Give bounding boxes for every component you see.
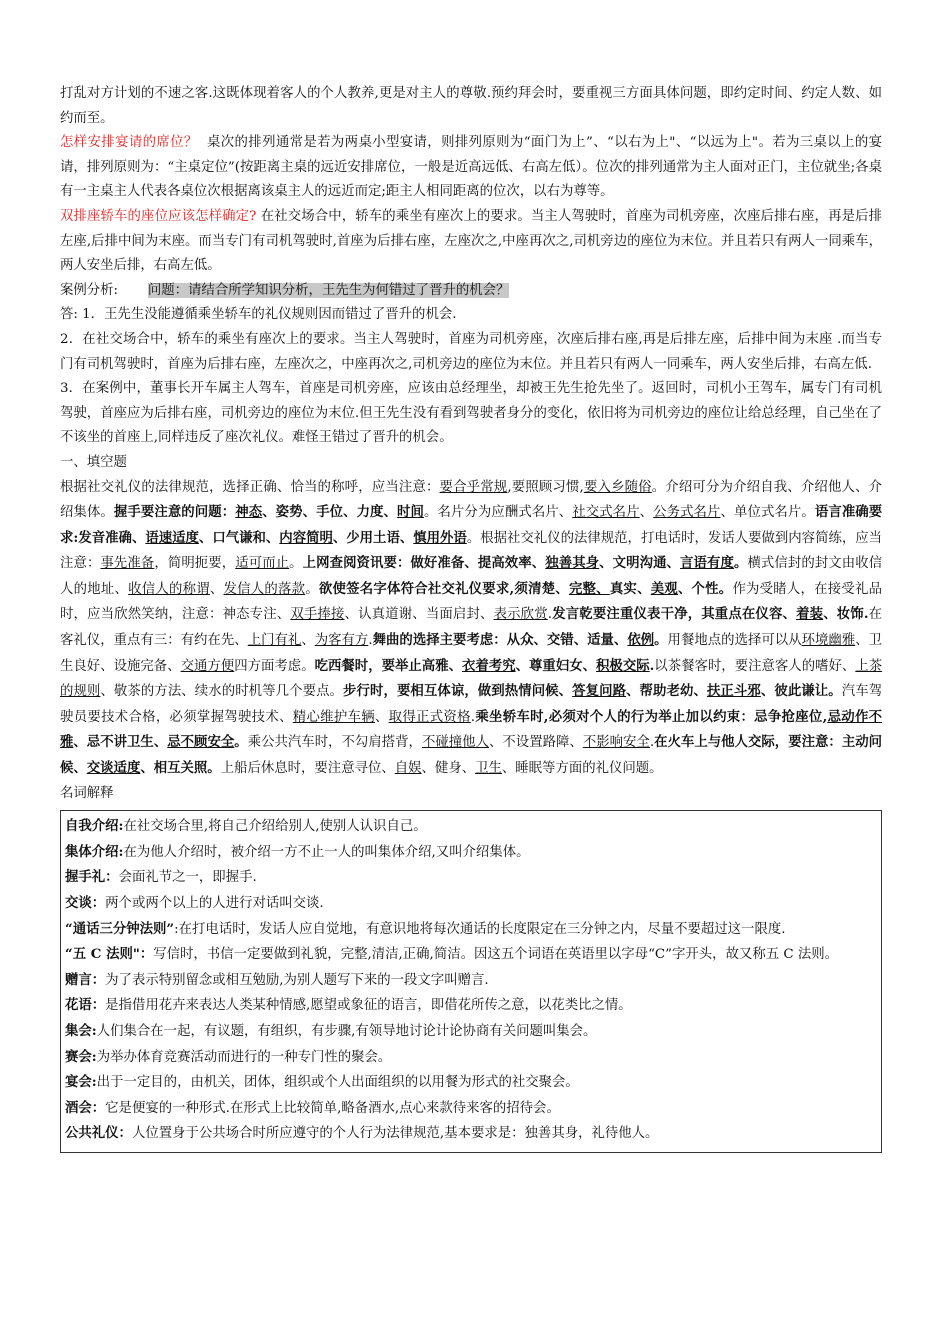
fill-bold-text: 发言乾要注重仪表干净，其重点在仪容、 — [552, 606, 797, 623]
seating-question: 怎样安排宴请的席位？ — [60, 135, 198, 151]
definition-text: 在社交场合里,将自己介绍给别人,使别人认识自己。 — [123, 819, 427, 835]
fill-blank: 答复问路 — [572, 683, 627, 700]
seating-qa-paragraph — [60, 131, 882, 205]
fill-text: 、认真道谢、当面启封、 — [344, 607, 494, 623]
definition-term: 集会: — [65, 1022, 97, 1039]
fill-blank: 要入乡随俗 — [583, 479, 652, 495]
fill-text: . — [649, 735, 655, 751]
definition-term: 宴会: — [65, 1074, 97, 1091]
definition-term: 交谈： — [65, 895, 106, 911]
fill-blank: 神态 — [235, 504, 263, 521]
definition-term: 公共礼仪： — [65, 1125, 132, 1142]
fill-blank: 公务式名片 — [653, 505, 721, 521]
fill-blank: 完整、 — [568, 580, 610, 597]
fill-blank: 独善其身 — [545, 555, 600, 572]
definition-item — [65, 1045, 877, 1071]
definition-item — [65, 1096, 877, 1122]
fill-bold-text: 、尊重妇女、 — [515, 657, 597, 674]
fill-bold-text: 、妆饰. — [823, 606, 869, 623]
fill-text: 汽车驾驶员要技术合格，必须掌握驾驶技术、 — [60, 684, 883, 725]
fill-bold-text: 。 — [234, 734, 248, 751]
seating-answer: 桌次的排列通常是若为两桌小型宴请，则排列原则为“面门为上”、“以右为上"、“以远为上"。若为三桌以上的宴请，排列原则为：“主桌定位”(按距离主桌的远近安排席位，一般是近高远低、右高左低）。位次的排列通常为主人面对正门，主位就坐;各桌有一主桌主人代表各桌位次根据离该桌主人的远近而定;距主人相同距离的位次，以右为尊等。 — [60, 135, 883, 200]
fill-blank: 不影响安全 — [582, 735, 650, 751]
fill-blank: 不碰撞他人 — [421, 735, 489, 751]
fill-blank: 着装 — [796, 606, 824, 623]
terms-heading: 名词解释 — [60, 785, 114, 801]
fill-text: 、 — [209, 581, 224, 597]
fill-blank: 时间 — [397, 504, 424, 521]
fill-bold-text: 、 — [302, 504, 317, 521]
definitions-box — [60, 810, 882, 1153]
case-answer-2: 2．在社交场合中，轿车的乘坐有座次上的要求。当主人驾驶时，首座为司机旁座，次座后排右座,再是后排左座，后排中间为末座 .而当专门有司机驾驶时，首座为后排右座，左座次之，中座再次之,司机旁边的座位为末位。并且若只有两人一同乘车，两人安坐后排，右高左低. — [60, 331, 882, 372]
fill-blank: 表示欣赏 — [493, 607, 548, 623]
document-body — [60, 82, 882, 1153]
fill-bold-text: 、彼此谦让。 — [760, 683, 842, 700]
fill-bold-text: 真实 — [609, 580, 638, 597]
fill-bold-text: 乘坐轿车时,必须对个人的行为举止加以约束：忌争抢座位, — [475, 708, 828, 725]
fill-bold-text: 语言准确要求: — [60, 504, 883, 546]
definition-text: 会面礼节之一，即握手. — [118, 870, 257, 886]
definition-item — [65, 1121, 877, 1147]
fill-blank: 适可而止 — [235, 556, 290, 572]
intro-paragraph: 打乱对方计划的不速之客.这既体现着客人的个人教养,更是对主人的尊敬.预约拜会时，要重视三方面具体问题，即约定时间、约定人数、如约而至。 — [60, 86, 882, 126]
definition-item — [65, 968, 877, 994]
definition-text: 出于一定目的，由机关，团体，组织或个人出面组织的以用餐为形式的社交聚会。 — [96, 1075, 579, 1091]
fill-text: 以茶餐客时，要注意客人的嗜好、 — [654, 658, 856, 674]
fill-blank: 精心维护车辆 — [292, 709, 375, 725]
case-answer-1: 答: 1．王先生没能遵循乘坐轿车的礼仪规则因而错过了晋升的机会. — [60, 307, 457, 323]
fill-text: 横式信封的封文由收信人的地址、 — [60, 556, 883, 597]
fill-text: 乘公共汽车时，不勾肩搭背， — [247, 735, 422, 751]
definition-item — [65, 1070, 877, 1096]
definition-item — [65, 942, 877, 968]
fill-blank: 内容简明 — [279, 529, 333, 546]
fill-bold-text: 上网查阅资讯要：做好准备、提高效率、 — [302, 555, 546, 572]
case-label: 案例分析: — [60, 282, 119, 298]
fill-blank: 语速适度 — [145, 529, 199, 546]
fill-blank: 上茶的规则 — [60, 658, 883, 700]
fill-blank: 积极交际 — [596, 657, 650, 674]
fill-blank: 忌不顾安全 — [167, 734, 235, 751]
fill-blank: 发信人的落款 — [223, 581, 306, 597]
definition-text: 在为他人介绍时，被介绍一方不止一人的叫集体介绍,又叫介绍集体。 — [123, 844, 530, 860]
fill-bold-text: 、忌不讲卫生、 — [73, 734, 168, 751]
fill-bold-text: 握手要注意的问题： — [113, 504, 236, 521]
fill-blank: 收信人的称谓 — [128, 581, 210, 597]
fill-text: ,要照顾习惯, — [507, 479, 584, 495]
fill-blank: 取得正式资格 — [388, 709, 471, 725]
definition-item — [65, 814, 877, 840]
fill-blank: 上门有礼 — [247, 633, 302, 649]
fill-text: 。 — [289, 556, 303, 572]
fill-blank: 卫生 — [475, 761, 502, 777]
fill-text: 、 — [639, 505, 654, 521]
fill-bold-text: 、 — [262, 504, 276, 521]
fill-text: . — [547, 607, 553, 623]
fill-blank: 双手捧接 — [290, 607, 345, 623]
definition-term: “通话三分钟法则” — [65, 920, 175, 937]
definition-text: 它是便宴的一种形式.在形式上比较简单,略备酒水,点心来款待来客的招待会。 — [105, 1100, 560, 1116]
case-question-line — [60, 279, 882, 304]
definition-item — [65, 1019, 877, 1045]
fill-blank: 自娱 — [394, 761, 422, 777]
definition-text: 是指借用花卉来表达人类某种情感,愿望或象征的语言，即借花所传之意，以花类比之情。 — [105, 998, 632, 1014]
definition-term: 花语： — [65, 997, 106, 1014]
definition-term: “五 C 法则"： — [65, 946, 154, 963]
definition-term: 赛会: — [65, 1048, 97, 1065]
fill-blank: 事先准备 — [100, 556, 155, 572]
fill-bold-text: 舞曲的选择主要考虑：从众、交错、适量、 — [372, 632, 628, 649]
fill-text: 四方面考虑。 — [234, 658, 315, 674]
car-question: 双排座轿车的座位应该怎样确定? — [60, 208, 257, 224]
fill-blank: 交谈适度 — [86, 760, 141, 777]
definition-item — [65, 840, 877, 866]
fill-text: 。名片分为应酬式名片、 — [424, 505, 573, 521]
car-answer: 在社交场合中，轿车的乘坐有座次上的要求。当主人驾驶时，首座为司机旁座，次座后排右座，再是后排左座,后排中间为末座。而当专门有司机驾驶时,首座为后排右座，左座次之,中座再次之,司机旁边的座位为末位。并且若只有两人一同乘车，两人安坐后排，右高左低。 — [60, 208, 882, 274]
definition-term: 集体介绍: — [65, 843, 124, 860]
fill-blank: 为客有方 — [314, 633, 369, 649]
fill-text: 上船后休息时，要注意寻位、 — [220, 761, 395, 777]
fill-bold-text: 力度 — [356, 504, 384, 521]
fill-text: 、健身、 — [421, 761, 476, 777]
fill-text: ，简明扼要， — [154, 556, 236, 572]
fill-bold-text: 、口气谦和、 — [198, 529, 280, 546]
fill-bold-text: 。 — [733, 555, 748, 572]
fill-bold-text: 、 — [131, 529, 146, 546]
fill-text: . — [368, 633, 373, 649]
fill-bold-text: 吃西餐时，要举止高雅、 — [314, 657, 462, 674]
definition-text: 人们集合在一起，有议题，有组织，有步骤,有领导地讨论计论协商有关问题叫集会。 — [96, 1023, 597, 1039]
fill-blank: 环境幽雅 — [801, 633, 856, 649]
fill-bold-text: 欲使签名字体符合社交礼仪要求,须清楚、 — [318, 580, 569, 597]
fill-heading: 一、填空题 — [60, 454, 127, 470]
definition-text: 为举办体育竞赛活动而进行的一种专门性的聚会。 — [96, 1049, 392, 1065]
definition-text: :在打电话时，发话人应自觉地，有意识地将每次通话的长度限定在三分钟之内，尽量不要超过这一限度. — [174, 921, 786, 937]
fill-blank: 交通方便 — [180, 658, 235, 674]
definition-text: 为了表示特别留念或相互勉励,为别人题写下来的一段文字叫赠言. — [105, 972, 489, 988]
fill-blank: 衣着考究 — [462, 657, 516, 674]
fill-bold-text: 在火车上与他人交际，要注意：主动问候、 — [60, 734, 883, 777]
fill-text: 在客礼仪，重点有三：有约在先、 — [60, 607, 883, 649]
fill-blank: 美观 — [650, 580, 678, 597]
fill-text: 、不设置路障、 — [489, 735, 583, 751]
fill-text: 、卫生良好、设施完备、 — [60, 633, 883, 674]
fill-text: 作为受睹人，在接受礼品时，应当欣然笑纳，注意：神态专注、 — [60, 581, 883, 623]
fill-blank: 忌动作不雅 — [60, 708, 883, 751]
fill-text: 根据社交礼仪的法律规范，选择正确、恰当的称呼，应当注意： — [60, 479, 440, 495]
definition-item — [65, 865, 877, 891]
fill-bold-text: 发音准确 — [78, 529, 132, 546]
fill-bold-text: 。 — [654, 632, 668, 649]
fill-bold-text: 步行时，要相互体谅，做到热情问候、 — [343, 683, 573, 700]
fill-paragraph — [60, 476, 882, 782]
fill-bold-text: 、帮助老幼、 — [626, 683, 707, 700]
fill-bold-text: 、 — [383, 504, 398, 521]
car-qa-paragraph — [60, 205, 882, 279]
fill-text: 、 — [301, 633, 315, 649]
fill-blank: 慎用外语 — [413, 529, 467, 546]
fill-bold-text: 、相互关照。 — [140, 760, 221, 777]
case-question: 问题：请结合所学知识分析，王先生为何错过了晋升的机会？ — [147, 282, 510, 298]
fill-bold-text: 、 — [637, 580, 651, 597]
fill-bold-text: 手位 — [316, 504, 344, 521]
fill-bold-text: . — [649, 657, 655, 674]
fill-text: 、单位式名片。 — [720, 505, 815, 521]
fill-bold-text: 、文明沟通、 — [599, 555, 681, 572]
fill-blank: 言语有度 — [680, 555, 734, 572]
fill-blank: 社交式名片 — [572, 505, 640, 521]
definition-item — [65, 993, 877, 1019]
fill-text: 、 — [374, 709, 389, 725]
fill-blank: 依例 — [627, 632, 655, 649]
case-answer-3: 3．在案例中，董事长开车属主人驾车，首座是司机旁座，应该由总经理坐，却被王先生抢先坐了。返回时，司机小王驾车，属专门有司机驾驶，首座应为后排右座，司机旁边的座位为末位.但王先生没有看到驾驶者身分的变化，依旧将为司机旁边的座位让给总经理，自己坐在了不该坐的首座上,同样违反了座次礼仪。难怪王错过了晋升的机会。 — [60, 381, 882, 446]
definition-text: 人位置身于公共场合时所应遵守的个人行为法律规范,基本要求是：独善其身，礼待他人。 — [131, 1126, 659, 1142]
definition-term: 酒会： — [65, 1099, 106, 1116]
fill-text: 。 — [305, 581, 319, 597]
fill-blank: 要合乎常规 — [439, 479, 508, 495]
fill-text: 、敬茶的方法、续水的时机等几个要点。 — [100, 684, 344, 700]
fill-text: 用餐地点的选择可以从 — [667, 633, 802, 649]
definition-term: 自我介绍: — [65, 818, 124, 835]
definition-text: 两个或两个以上的人进行对话叫交谈. — [105, 896, 324, 911]
fill-bold-text: 、 — [343, 504, 357, 521]
definition-term: 赠言： — [65, 971, 106, 988]
fill-text: 。根据社交礼仪的法律规范，打电话时，发话人要做到内容简练，应当注意： — [60, 530, 883, 572]
fill-bold-text: 、少用土语、 — [332, 529, 414, 546]
definition-term: 握手礼： — [65, 869, 119, 886]
fill-text: 、睡眠等方面的礼仪问题。 — [501, 761, 663, 777]
definition-item — [65, 891, 877, 917]
fill-text: 。介绍可分为介绍自我、介绍他人、介绍集体。 — [60, 479, 883, 521]
definition-item — [65, 917, 877, 943]
fill-bold-text: 姿势 — [275, 504, 303, 521]
fill-bold-text: 、个性。 — [677, 580, 733, 597]
fill-text: . — [470, 709, 476, 725]
fill-blank: 扶正斗邪 — [706, 683, 761, 700]
definition-text: 写信时，书信一定要做到礼貌，完整,清洁,正确,简洁。因这五个词语在英语里以字母“C”字开头，故又称五 C 法则。 — [153, 947, 839, 963]
